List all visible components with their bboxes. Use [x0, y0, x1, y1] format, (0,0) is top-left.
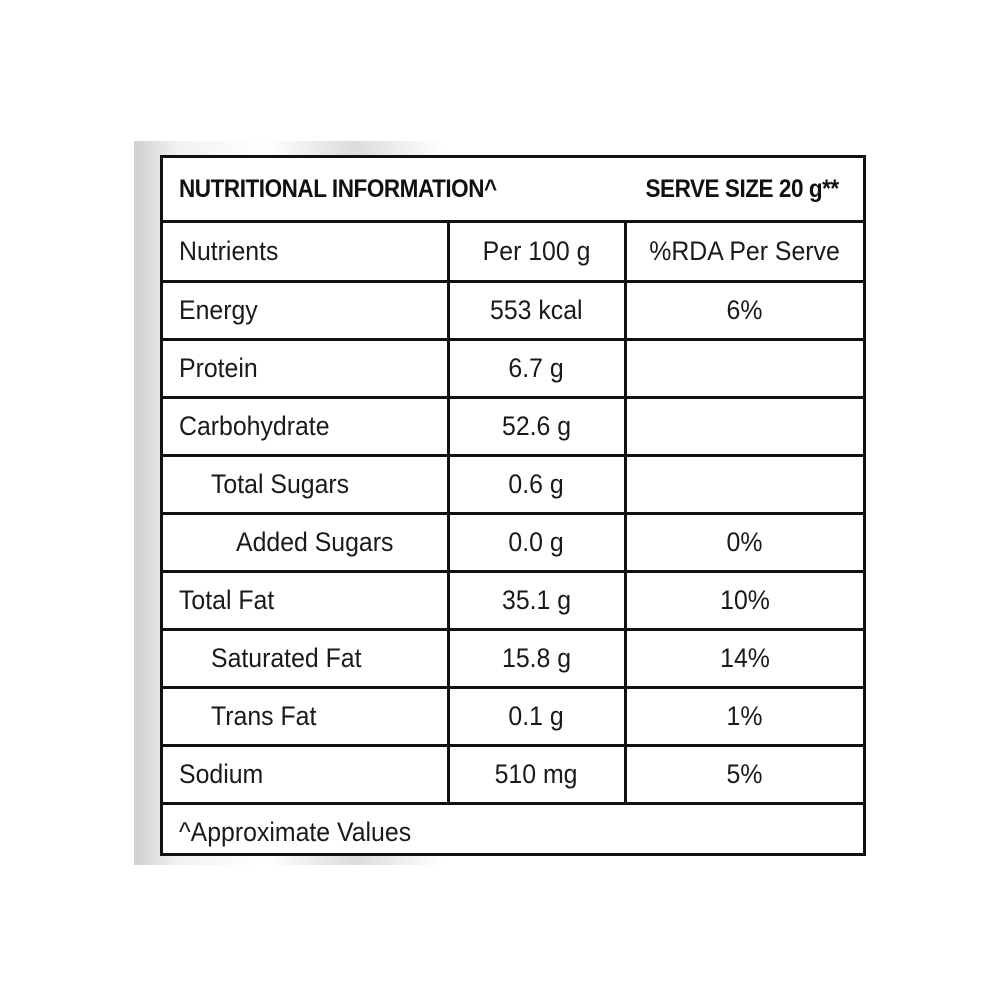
table-header-row [163, 223, 863, 281]
serve-size: SERVE SIZE 20 g** [645, 175, 839, 203]
nutrient-per-100g: 0.6 g [448, 455, 625, 513]
nutrient-rda [625, 339, 863, 397]
column-header-nutrients: Nutrients [163, 223, 448, 281]
nutrient-per-100g: 15.8 g [448, 629, 625, 687]
footnote: ^Approximate Values [163, 803, 863, 861]
nutrient-name: Added Sugars [163, 513, 448, 571]
nutrient-per-100g: 0.1 g [448, 687, 625, 745]
nutrient-rda: 1% [625, 687, 863, 745]
nutrient-per-100g: 0.0 g [448, 513, 625, 571]
nutrient-rda: 5% [625, 745, 863, 803]
nutrient-per-100g: 6.7 g [448, 339, 625, 397]
nutrient-per-100g: 553 kcal [448, 281, 625, 339]
nutrient-name: Sodium [163, 745, 448, 803]
nutrient-name: Total Fat [163, 571, 448, 629]
column-header-rda: %RDA Per Serve [625, 223, 863, 281]
table-row [163, 687, 863, 745]
nutrient-per-100g: 52.6 g [448, 397, 625, 455]
footnote-row [163, 803, 863, 861]
nutrition-panel [160, 155, 866, 856]
nutrition-title: NUTRITIONAL INFORMATION^ [179, 175, 497, 203]
table-row [163, 571, 863, 629]
nutrition-header [163, 158, 863, 223]
nutrient-name: Total Sugars [163, 455, 448, 513]
nutrient-name: Energy [163, 281, 448, 339]
nutrient-rda [625, 397, 863, 455]
nutrient-rda: 10% [625, 571, 863, 629]
nutrient-per-100g: 510 mg [448, 745, 625, 803]
table-row [163, 629, 863, 687]
nutrient-rda: 14% [625, 629, 863, 687]
table-row [163, 281, 863, 339]
nutrition-table [163, 223, 863, 861]
nutrient-rda: 6% [625, 281, 863, 339]
nutrient-rda: 0% [625, 513, 863, 571]
column-header-per-100g: Per 100 g [448, 223, 625, 281]
table-row [163, 397, 863, 455]
nutrient-name: Saturated Fat [163, 629, 448, 687]
nutrient-name: Carbohydrate [163, 397, 448, 455]
table-row [163, 455, 863, 513]
nutrient-rda [625, 455, 863, 513]
nutrient-name: Protein [163, 339, 448, 397]
nutrient-per-100g: 35.1 g [448, 571, 625, 629]
table-row [163, 339, 863, 397]
table-row [163, 513, 863, 571]
table-row [163, 745, 863, 803]
nutrient-name: Trans Fat [163, 687, 448, 745]
